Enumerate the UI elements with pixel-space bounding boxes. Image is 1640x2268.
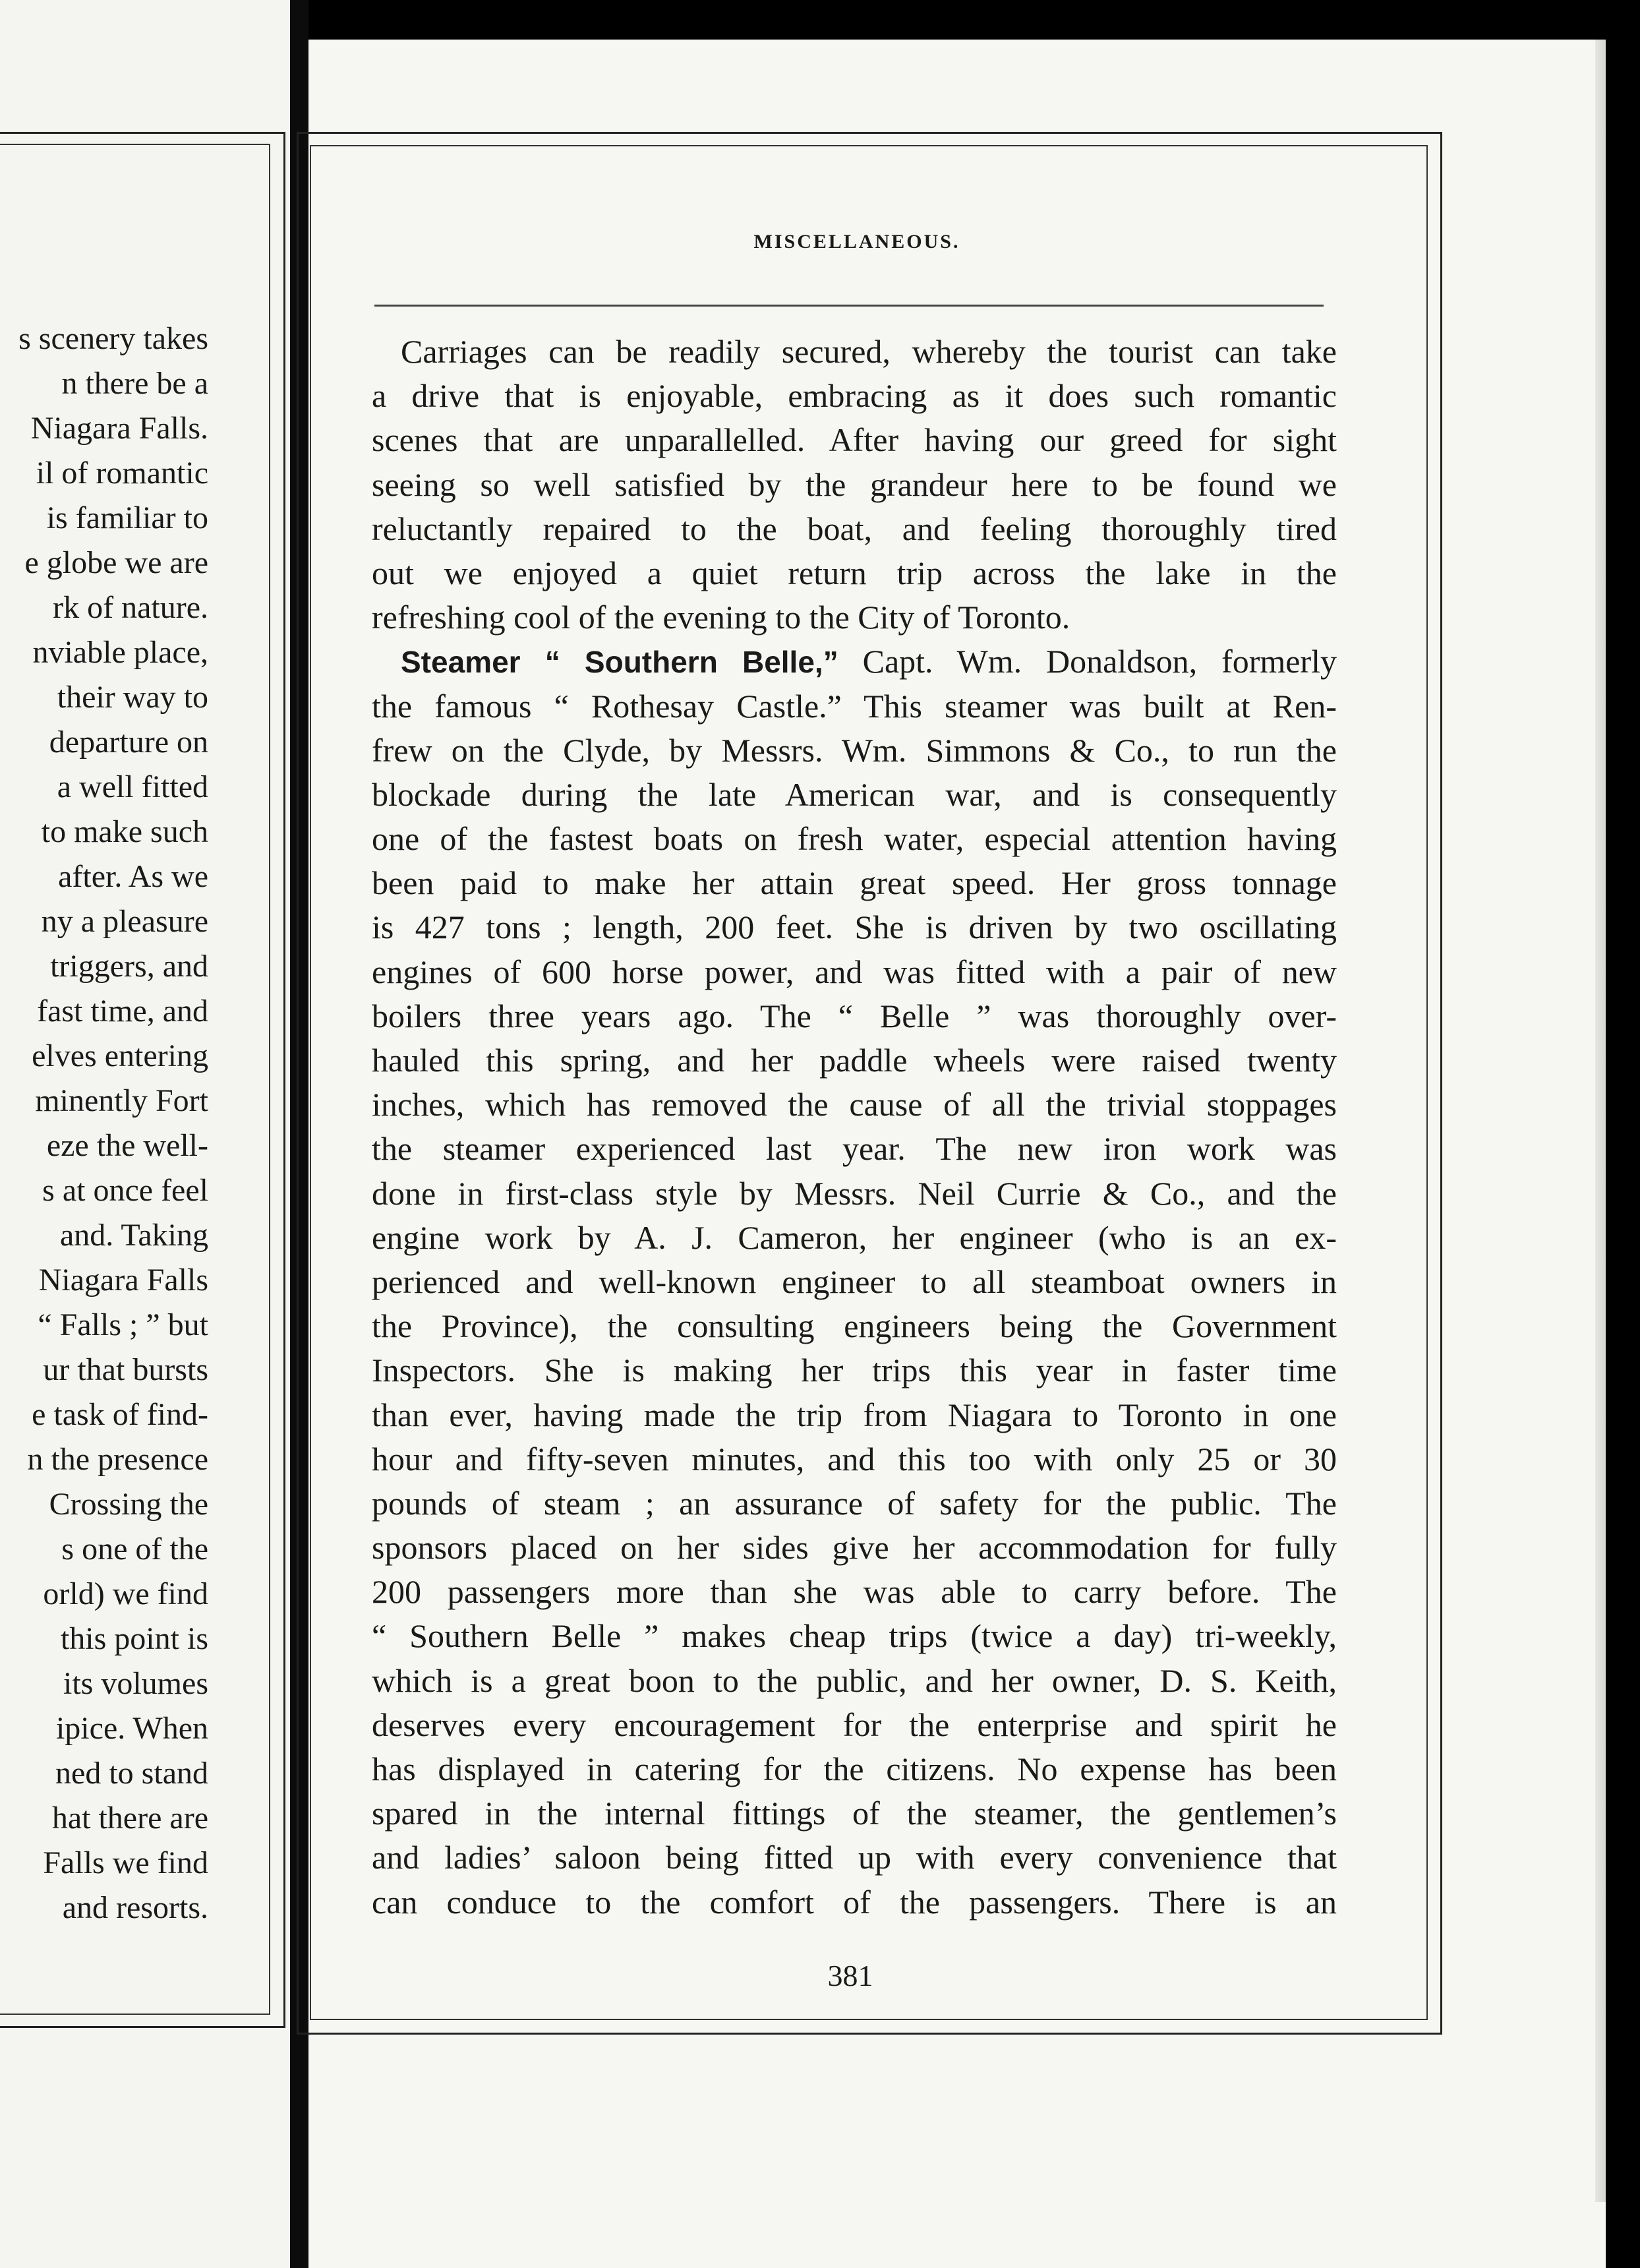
text-line: engine work by A. J. Cameron, her engineer (who is an ex- bbox=[372, 1218, 1337, 1256]
left-text-line: its volumes bbox=[63, 1666, 208, 1701]
text-line: which is a great boon to the public, and her owner, D. S. Keith, bbox=[372, 1661, 1337, 1699]
left-text-line: n there be a bbox=[61, 366, 208, 401]
text-line: the steamer experienced last year. The new iron work was bbox=[372, 1130, 1337, 1168]
left-text-line: elves entering bbox=[32, 1038, 208, 1073]
text-line: hauled this spring, and her paddle wheels were raised twenty bbox=[372, 1042, 1337, 1079]
left-page-fragment bbox=[0, 0, 290, 2268]
text-line: blockade during the late American war, and is consequently bbox=[372, 775, 1337, 813]
left-text-line: s at once feel bbox=[42, 1173, 208, 1208]
text-line: Inspectors. She is making her trips this year in faster time bbox=[372, 1352, 1337, 1389]
left-text-line: fast time, and bbox=[37, 994, 208, 1029]
text-line: the famous “ Rothesay Castle.” This steamer was built at Ren- bbox=[372, 687, 1337, 725]
left-text-line: ned to stand bbox=[55, 1756, 208, 1791]
text-line: sponsors placed on her sides give her accommodation for fully bbox=[372, 1529, 1337, 1567]
text-line: engines of 600 horse power, and was fitted with a pair of new bbox=[372, 953, 1337, 990]
left-text-line: a well fitted bbox=[57, 769, 208, 804]
text-line: than ever, having made the trip from Niagara to Toronto in one bbox=[372, 1396, 1337, 1433]
left-text-line: is familiar to bbox=[46, 500, 208, 535]
left-text-line: Crossing the bbox=[49, 1487, 208, 1522]
left-text-line: e task of find- bbox=[32, 1397, 208, 1432]
left-text-line: s scenery takes bbox=[18, 321, 208, 356]
left-text-line: to make such bbox=[41, 814, 208, 849]
text-line: refreshing cool of the evening to the City of Toronto. bbox=[372, 599, 1070, 636]
left-text-line: s one of the bbox=[61, 1532, 208, 1567]
text-line: reluctantly repaired to the boat, and feeling thoroughly tired bbox=[372, 510, 1337, 547]
text-line: boilers three years ago. The “ Belle ” was thoroughly over- bbox=[372, 997, 1337, 1034]
paragraph-carriages bbox=[372, 330, 1337, 640]
left-text-line: “ Falls ; ” but bbox=[38, 1307, 208, 1342]
text-line: the Province), the consulting engineers being the Government bbox=[372, 1307, 1337, 1345]
left-text-line: triggers, and bbox=[50, 949, 208, 984]
left-text-line: Falls we find bbox=[43, 1845, 208, 1880]
left-text-line: and resorts. bbox=[62, 1890, 208, 1925]
body-text bbox=[372, 330, 1337, 1925]
left-text-line: minently Fort bbox=[35, 1083, 208, 1118]
text-line: pounds of steam ; an assurance of safety for the public. The bbox=[372, 1484, 1337, 1522]
left-page-text bbox=[0, 316, 208, 1930]
left-text-line: ny a pleasure bbox=[41, 904, 208, 939]
text-line: is 427 tons ; length, 200 feet. She is driven by two oscillating bbox=[372, 909, 1337, 946]
text-line: deserves every encouragement for the enterprise and spirit he bbox=[372, 1706, 1337, 1743]
left-text-line: this point is bbox=[60, 1621, 208, 1656]
text-line: a drive that is enjoyable, embracing as it does such romantic bbox=[372, 377, 1337, 415]
left-text-line: their way to bbox=[57, 680, 208, 715]
left-text-line: ipice. When bbox=[55, 1711, 208, 1746]
text-line: spared in the internal fittings of the steamer, the gentlemen’s bbox=[372, 1795, 1337, 1832]
text-line: hour and fifty-seven minutes, and this too with only 25 or 30 bbox=[372, 1440, 1337, 1477]
text-line: can conduce to the comfort of the passengers. There is an bbox=[372, 1883, 1337, 1921]
left-text-line: hat there are bbox=[51, 1801, 208, 1835]
text-line: and ladies’ saloon being fitted up with every convenience that bbox=[372, 1839, 1337, 1876]
text-line: frew on the Clyde, by Messrs. Wm. Simmons & Co., to run the bbox=[372, 731, 1337, 769]
left-text-line: n the presence bbox=[27, 1442, 208, 1477]
left-text-line: nviable place, bbox=[32, 635, 208, 670]
steamer-heading: Steamer “ Southern Belle,” bbox=[401, 645, 838, 680]
text-line: perienced and well-known engineer to all steamboat owners in bbox=[372, 1263, 1337, 1300]
text-line: “ Southern Belle ” makes cheap trips (twice a day) tri-weekly, bbox=[372, 1617, 1337, 1655]
text-line: has displayed in catering for the citizens. No expense has been bbox=[372, 1750, 1337, 1787]
text-line: been paid to make her attain great speed. Her gross tonnage bbox=[372, 864, 1337, 902]
text-line: out we enjoyed a quiet return trip across the lake in the bbox=[372, 554, 1337, 591]
left-text-line: Niagara Falls bbox=[38, 1263, 208, 1298]
steamer-heading-continuation: Capt. Wm. Donaldson, formerly bbox=[862, 643, 1337, 680]
left-text-line: departure on bbox=[49, 725, 208, 760]
text-line: seeing so well satisfied by the grandeur here to be found we bbox=[372, 465, 1337, 503]
text-line: Carriages can be readily secured, whereby the tourist can take bbox=[401, 333, 1337, 370]
text-line: inches, which has removed the cause of all the trivial stoppages bbox=[372, 1086, 1337, 1123]
steamer-paragraph-first-line bbox=[372, 640, 1337, 684]
page-number: 381 bbox=[827, 1959, 873, 1992]
left-text-line: Niagara Falls. bbox=[30, 411, 208, 446]
text-line: scenes that are unparallelled. After having our greed for sight bbox=[372, 421, 1337, 459]
text-line: 200 passengers more than she was able to carry before. The bbox=[372, 1573, 1337, 1611]
left-text-line: e globe we are bbox=[24, 545, 208, 580]
left-text-line: rk of nature. bbox=[53, 590, 208, 625]
text-line: done in first-class style by Messrs. Neil Currie & Co., and the bbox=[372, 1174, 1337, 1212]
left-text-line: and. Taking bbox=[59, 1218, 208, 1253]
running-head: MISCELLANEOUS. bbox=[753, 231, 960, 253]
left-text-line: eze the well- bbox=[46, 1128, 208, 1163]
text-line: one of the fastest boats on fresh water, especial attention having bbox=[372, 820, 1337, 858]
right-scan-edge bbox=[1606, 0, 1640, 2268]
header-rule bbox=[374, 305, 1324, 307]
left-text-line: after. As we bbox=[58, 859, 208, 894]
paragraph-southern-belle bbox=[372, 684, 1337, 1925]
left-text-line: ur that bursts bbox=[43, 1352, 208, 1387]
left-text-line: il of romantic bbox=[36, 456, 208, 491]
left-text-line: orld) we find bbox=[43, 1576, 208, 1611]
